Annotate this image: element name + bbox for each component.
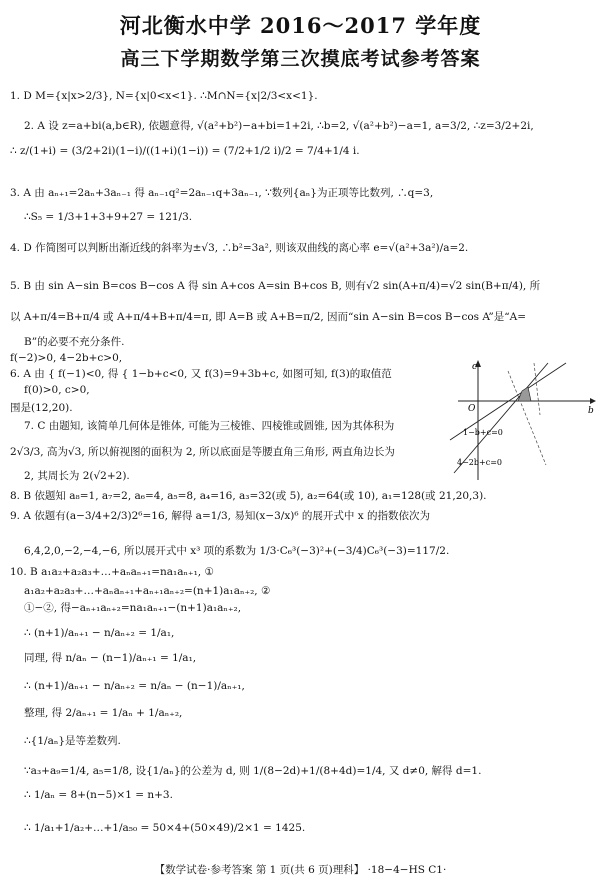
ans-6-line-3: f(0)>0, c>0, (24, 384, 90, 396)
ans-10-line-5: 同理, 得 n/aₙ − (n−1)/aₙ₊₁ = 1/a₁, (24, 652, 197, 664)
ans-10-line-1: 10. B a₁a₂+a₂a₃+…+aₙaₙ₊₁=na₁aₙ₊₁, ① (10, 566, 214, 578)
ans-5-line-2: 以 A+π/4=B+π/4 或 A+π/4+B+π/4=π, 即 A=B 或 A+B=π/2, 因而“sin A−sin B=cos B−cos A”是“A= (10, 311, 527, 323)
ans-10-line-10: ∴ 1/aₙ = 8+(n−5)×1 = n+3. (24, 789, 173, 801)
ans-5-line-3: B”的必要不充分条件. (24, 336, 125, 348)
feasible-region-figure (448, 355, 598, 485)
ans-6-line-2: 6. A 由 { f(−1)<0, 得 { 1−b+c<0, 又 f(3)=9+3b+c, 如图可知, f(3)的取值范 (10, 368, 392, 380)
dashed-line-2 (534, 363, 540, 415)
ans-4-line-1: 4. D 作简图可以判断出渐近线的斜率为±√3, ∴b²=3a², 则该双曲线的离心率 e=√(a²+3a²)/a=2. (10, 242, 469, 254)
ans-10-line-6: ∴ (n+1)/aₙ₊₁ − n/aₙ₊₂ = n/aₙ − (n−1)/aₙ₊₁, (24, 680, 245, 692)
ans-10-line-3: ①−②, 得−aₙ₊₁aₙ₊₂=na₁aₙ₊₁−(n+1)a₁aₙ₊₂, (24, 602, 242, 614)
ans-10-line-9: ∵a₃+a₉=1/4, a₅=1/8, 设{1/aₙ}的公差为 d, 则 1/(8−2d)+1/(8+4d)=1/4, 又 d≠0, 解得 d=1. (24, 765, 482, 777)
ans-10-line-11: ∴ 1/a₁+1/a₂+…+1/a₅₀ = 50×4+(50×49)/2×1 = 1425. (24, 822, 306, 834)
c-label: c (472, 362, 478, 372)
line1-label: 1−b+c=0 (463, 428, 503, 437)
line2-label: 4−2b+c=0 (457, 458, 502, 467)
ans-3-line-1: 3. A 由 aₙ₊₁=2aₙ+3aₙ₋₁ 得 aₙ₋₁q²=2aₙ₋₁q+3aₙ₋₁, ∵数列{aₙ}为正项等比数列, ∴q=3, (10, 187, 434, 199)
page-subtitle: 高三下学期数学第三次摸底考试参考答案 (120, 48, 481, 70)
dashed-line (508, 371, 546, 465)
origin-label: O (468, 404, 476, 414)
ans-3-line-2: ∴S₅ = 1/3+1+3+9+27 = 121/3. (24, 211, 193, 223)
ans-10-line-4: ∴ (n+1)/aₙ₊₁ − n/aₙ₊₂ = 1/a₁, (24, 627, 175, 639)
b-label: b (588, 406, 594, 416)
ans-7-line-3: 2, 其周长为 2(√2+2). (24, 470, 130, 482)
ans-2-line-2: ∴ z/(1+i) = (3/2+2i)(1−i)/((1+i)(1−i)) = (7/2+1/2 i)/2 = 7/4+1/4 i. (10, 145, 360, 157)
ans-5-line-1: 5. B 由 sin A−sin B=cos B−cos A 得 sin A+cos A=sin B+cos B, 则有√2 sin(A+π/4)=√2 sin(B+π/4), 所 (10, 280, 541, 292)
page-footer: 【数学试卷·参考答案 第 1 页(共 6 页)理科】 ·18−4−HS C1· (154, 864, 447, 876)
ans-7-line-1: 7. C 由题知, 该简单几何体是锥体, 可能为三棱锥、四棱锥或圆锥, 因为其体积为 (24, 420, 395, 432)
ans-9-line-2: 6,4,2,0,−2,−4,−6, 所以展开式中 x³ 项的系数为 1/3·C₆³(−3)²+(−3/4)C₆³(−3)=117/2. (24, 545, 450, 557)
ans-6-line-1: f(−2)>0, 4−2b+c>0, (10, 352, 123, 364)
ans-7-line-2: 2√3/3, 高为√3, 所以俯视图的面积为 2, 所以底面是等腰直角三角形, 两直角边长为 (10, 446, 395, 458)
b-axis-arrow (590, 398, 596, 404)
ans-9-line-1: 9. A 依题有(a−3/4+2/3)2⁶=16, 解得 a=1/3, 易知(x−3/x)⁶ 的展开式中 x 的指数依次为 (10, 510, 431, 522)
ans-10-line-7: 整理, 得 2/aₙ₊₁ = 1/aₙ + 1/aₙ₊₂, (24, 707, 183, 719)
page-title: 河北衡水中学 2016～2017 学年度 (119, 13, 482, 38)
line-4-2b-c (454, 363, 548, 473)
ans-10-line-8: ∴{1/aₙ}是等差数列. (24, 735, 121, 747)
ans-10-line-2: a₁a₂+a₂a₃+…+aₙaₙ₊₁+aₙ₊₁aₙ₊₂=(n+1)a₁aₙ₊₂, ② (24, 585, 271, 597)
ans-6-line-4: 围是(12,20). (10, 402, 73, 414)
ans-8-line-1: 8. B 依题知 a₈=1, a₇=2, a₆=4, a₅=8, a₄=16, a₃=32(或 5), a₂=64(或 10), a₁=128(或 21,20,3). (10, 490, 487, 502)
ans-1-line-1: 1. D M={x|x>2/3}, N={x|0<x<1}. ∴M∩N={x|2/3<x<1}. (10, 90, 318, 102)
ans-2-line-1: 2. A 设 z=a+bi(a,b∈R), 依题意得, √(a²+b²)−a+bi=1+2i, ∴b=2, √(a²+b²)−a=1, a=3/2, ∴z=3/2+2i, (24, 120, 534, 132)
